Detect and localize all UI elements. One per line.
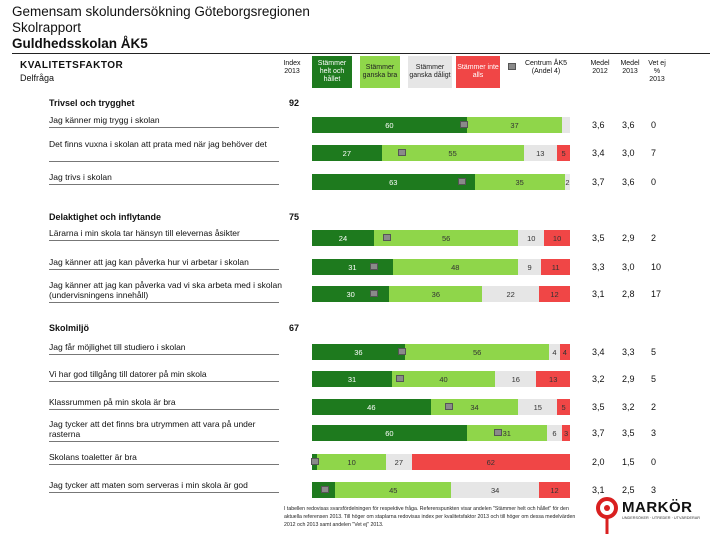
report-subtitle: Skolrapport: [12, 20, 82, 35]
bar-segment: 36: [312, 344, 405, 360]
medel-2013-value: 2,9: [622, 374, 635, 384]
medel-2012-value: 3,1: [592, 289, 605, 299]
bar-segment: 31: [467, 425, 547, 441]
reference-marker: [370, 263, 378, 270]
medel-2012-value: 3,7: [592, 428, 605, 438]
bar-segment: 27: [312, 145, 382, 161]
question-underline: [49, 381, 279, 382]
bar-segment: 56: [405, 344, 549, 360]
reference-marker: [398, 149, 406, 156]
bar-segment: 31: [312, 371, 392, 387]
question-label: Jag får möjlighet till studiero i skolan: [49, 342, 186, 352]
medel-2012-value: 3,5: [592, 402, 605, 412]
bar-segment: [562, 117, 570, 133]
col-header-c4-label: Stämmer inte alls: [457, 64, 499, 79]
col-header-c1: [312, 56, 352, 88]
question-label: Jag trivs i skolan: [49, 172, 112, 182]
vetej-value: 10: [651, 262, 662, 272]
medel-2012-value: 3,4: [592, 347, 605, 357]
section-title: Trivsel och trygghet: [49, 98, 135, 108]
bar-segment: 6: [547, 425, 562, 441]
question-underline: [49, 441, 279, 442]
bar-segment: 55: [382, 145, 524, 161]
legend-marker: [508, 63, 516, 70]
vetej-value: 5: [651, 374, 657, 384]
medel-2012-value: 2,0: [592, 457, 605, 467]
footnote: I tabellen redovisas svarsfördelningen för respektive fråga. Referenspunkten visar andelen "Stämmer helt och hållet" för den aktuella referensen 2013. Till höger om staplarna redovisas index per kvalitetsfaktor 2013 och till höger om dessa medelvärden 2012 och 2013 samt andelen "Vet ej" 2013.: [284, 506, 576, 528]
bar-segment: 16: [495, 371, 536, 387]
vetej-value: 7: [651, 148, 657, 158]
section-title: Delaktighet och inflytande: [49, 212, 162, 222]
stacked-bar: [312, 482, 570, 498]
bar-segment: 27: [386, 454, 412, 470]
reference-marker: [458, 178, 466, 185]
factor-subheading: Delfråga: [20, 73, 55, 83]
reference-marker: [311, 458, 319, 465]
stacked-bar: [312, 117, 570, 133]
vetej-value: 2: [651, 402, 657, 412]
question-underline: [49, 184, 279, 185]
medel-2013-value: 3,6: [622, 177, 635, 187]
report-title: Gemensam skolundersökning Göteborgsregionen: [12, 4, 310, 19]
col-header-c3-label: Stämmer ganska dåligt: [409, 64, 451, 79]
question-underline: [49, 161, 279, 162]
stacked-bar: [312, 454, 570, 470]
question-underline: [49, 269, 279, 270]
col-header-medel2012: Medel 2012: [590, 60, 610, 75]
stacked-bar: [312, 344, 570, 360]
section-index-value: 92: [289, 98, 300, 108]
medel-2012-value: 3,2: [592, 374, 605, 384]
bar-segment: 5: [557, 145, 570, 161]
medel-2013-value: 3,5: [622, 428, 635, 438]
factor-heading: KVALITETSFAKTOR: [20, 60, 124, 71]
reference-marker: [396, 375, 404, 382]
question-underline: [49, 492, 279, 493]
question-label: Jag känner mig trygg i skolan: [49, 115, 160, 125]
bar-segment: 60: [312, 117, 467, 133]
medel-2013-value: 3,2: [622, 402, 635, 412]
markor-logo: [594, 494, 714, 538]
bar-segment: 35: [475, 174, 565, 190]
bar-segment: 56: [374, 230, 518, 246]
bar-segment: 22: [482, 286, 539, 302]
logo-wordmark: MARKÖR: [622, 499, 693, 516]
question-underline: [49, 127, 279, 128]
question-underline: [49, 464, 279, 465]
bar-segment: 63: [312, 174, 475, 190]
reference-marker: [383, 234, 391, 241]
stacked-bar: [312, 259, 570, 275]
medel-2013-value: 3,3: [622, 347, 635, 357]
vetej-value: 0: [651, 457, 657, 467]
bar-segment: 2: [565, 174, 570, 190]
vetej-value: 5: [651, 347, 657, 357]
col-header-index: Index 2013: [283, 60, 301, 75]
bar-segment: 36: [389, 286, 482, 302]
question-underline: [49, 240, 279, 241]
question-label: Lärarna i min skola tar hänsyn till elevernas åsikter: [49, 228, 240, 238]
medel-2012-value: 3,5: [592, 233, 605, 243]
reference-marker: [398, 348, 406, 355]
col-header-c2: [360, 56, 400, 88]
bar-segment: 13: [524, 145, 558, 161]
bar-segment: 12: [539, 286, 570, 302]
question-underline: [49, 354, 279, 355]
map-pin-icon: [594, 496, 620, 536]
bar-segment: 4: [560, 344, 570, 360]
bar-segment: 48: [393, 259, 518, 275]
bar-segment: 30: [312, 286, 389, 302]
bar-segment: 40: [392, 371, 495, 387]
bar-segment: 31: [312, 259, 393, 275]
bar-segment: 60: [312, 425, 467, 441]
bar-segment: 62: [412, 454, 570, 470]
question-underline: [49, 302, 279, 303]
question-label: Jag tycker att maten som serveras i min skola är god: [49, 480, 248, 490]
col-header-vetej: Vet ej % 2013: [648, 60, 666, 83]
bar-segment: 37: [467, 117, 562, 133]
stacked-bar: [312, 399, 570, 415]
bar-segment: 5: [557, 399, 570, 415]
col-header-c1-label: Stämmer helt och hållet: [317, 60, 347, 83]
medel-2012-value: 3,7: [592, 177, 605, 187]
stacked-bar: [312, 145, 570, 161]
medel-2012-value: 3,6: [592, 120, 605, 130]
question-underline: [49, 409, 279, 410]
bar-segment: 12: [539, 482, 570, 498]
bar-segment: 11: [541, 259, 570, 275]
question-label: Vi har god tillgång till datorer på min skola: [49, 369, 207, 379]
question-label: Jag känner att jag kan påverka vad vi ska arbeta med i skolan (undervisningens innehåll): [49, 280, 282, 300]
medel-2013-value: 3,6: [622, 120, 635, 130]
bar-segment: 24: [312, 230, 374, 246]
reference-marker: [445, 403, 453, 410]
stacked-bar: [312, 425, 570, 441]
bar-segment: 46: [312, 399, 431, 415]
vetej-value: 2: [651, 233, 657, 243]
question-label: Jag tycker att det finns bra utrymmen att vara på under rasterna: [49, 419, 256, 439]
stacked-bar: [312, 371, 570, 387]
reference-marker: [321, 486, 329, 493]
section-index-value: 67: [289, 323, 300, 333]
stacked-bar: [312, 174, 570, 190]
vetej-value: 0: [651, 177, 657, 187]
reference-marker: [494, 429, 502, 436]
section-title: Skolmiljö: [49, 323, 90, 333]
vetej-value: 17: [651, 289, 662, 299]
medel-2013-value: 2,8: [622, 289, 635, 299]
bar-segment: 3: [562, 425, 570, 441]
medel-2012-value: 3,3: [592, 262, 605, 272]
bar-segment: 15: [518, 399, 557, 415]
bar-segment: 4: [549, 344, 559, 360]
medel-2013-value: 1,5: [622, 457, 635, 467]
col-header-c3: [408, 56, 452, 88]
vetej-value: 3: [651, 485, 657, 495]
question-label: Klassrummen på min skola är bra: [49, 397, 176, 407]
bar-segment: 34: [431, 399, 519, 415]
col-header-centrum: Centrum ÅK5 (Andel 4): [524, 60, 568, 75]
medel-2012-value: 3,1: [592, 485, 605, 495]
reference-marker: [370, 290, 378, 297]
bar-segment: 45: [335, 482, 451, 498]
bar-segment: 10: [518, 230, 544, 246]
bar-segment: 10: [317, 454, 386, 470]
vetej-value: 0: [651, 120, 657, 130]
logo-tagline: UNDERSÖKER · UTREDER · UTVÄRDERAR: [622, 516, 701, 520]
medel-2013-value: 3,0: [622, 148, 635, 158]
medel-2012-value: 3,4: [592, 148, 605, 158]
col-header-c4: [456, 56, 500, 88]
medel-2013-value: 3,0: [622, 262, 635, 272]
stacked-bar: [312, 230, 570, 246]
stacked-bar: [312, 286, 570, 302]
question-label: Skolans toaletter är bra: [49, 452, 137, 462]
col-header-medel2013: Medel 2013: [620, 60, 640, 75]
question-label: Jag känner att jag kan påverka hur vi arbetar i skolan: [49, 257, 249, 267]
bar-segment: 9: [518, 259, 541, 275]
bar-segment: 34: [451, 482, 539, 498]
medel-2013-value: 2,5: [622, 485, 635, 495]
section-index-value: 75: [289, 212, 300, 222]
medel-2013-value: 2,9: [622, 233, 635, 243]
header-divider: [12, 53, 710, 54]
reference-marker: [460, 121, 468, 128]
bar-segment: 10: [544, 230, 570, 246]
vetej-value: 3: [651, 428, 657, 438]
school-name: Guldhedsskolan ÅK5: [12, 36, 148, 51]
bar-segment: 13: [536, 371, 570, 387]
question-label: Det finns vuxna i skolan att prata med när jag behöver det: [49, 139, 267, 149]
col-header-c2-label: Stämmer ganska bra: [362, 64, 398, 79]
